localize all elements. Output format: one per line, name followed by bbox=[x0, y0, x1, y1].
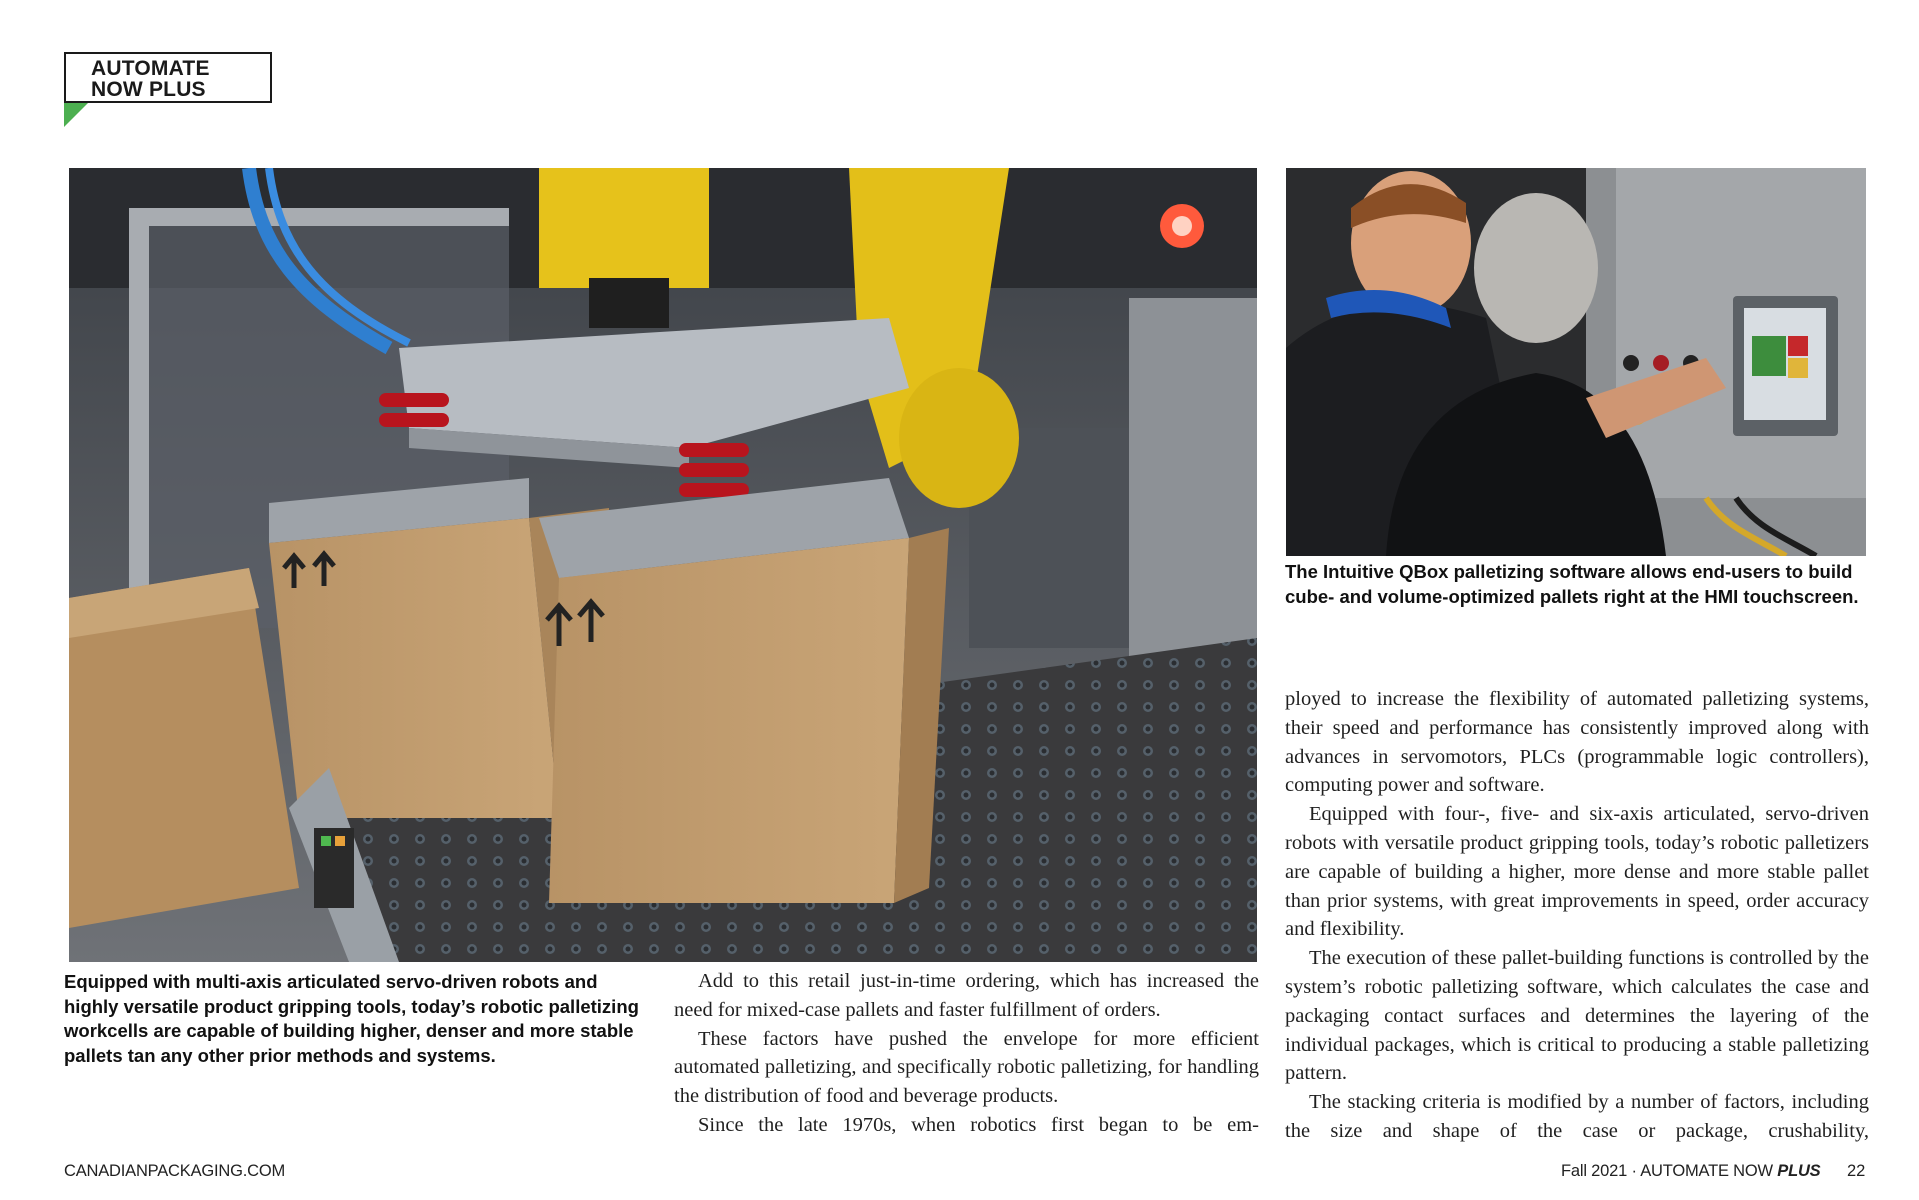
robot-palletizer-photo bbox=[69, 168, 1257, 962]
section-tag-accent bbox=[64, 103, 88, 127]
section-tag-line2: NOW PLUS bbox=[91, 78, 206, 101]
side-photo-caption: The Intuitive QBox palletizing software allows end-users to build cube- and volume-optimized pallets right at the HMI touchscreen. bbox=[1285, 561, 1859, 607]
footer-issue-brand: PLUS bbox=[1777, 1162, 1821, 1180]
main-photo-caption: Equipped with multi-axis articulated servo-driven robots and highly versatile product gripping tools, today’s robotic palletizing workcells are capable of building higher, denser and more stable pallets tan any other prior methods and systems. bbox=[64, 971, 639, 1066]
article-paragraph: Equipped with four-, five- and six-axis articulated, servo-driven robots with versatile product gripping tools, today’s robotic palletizers are capable of building a higher, more dense and more stable pallet than prior systems, with great improvements in speed, order accuracy and flexibility. bbox=[1285, 803, 1869, 941]
article-paragraph: The execution of these pallet-building functions is controlled by the system’s robotic palletizing software, which calculates the case and packaging contact surfaces and determines the layering of the individual packages, which is critical to producing a stable palletizing pattern. bbox=[1285, 947, 1869, 1085]
section-tag-line1: AUTOMATE bbox=[91, 57, 210, 80]
article-paragraph: These factors have pushed the envelope for more efficient automated palletizing, and specifically robotic palletizing, for handling the distribution of food and beverage products. bbox=[674, 1027, 1259, 1108]
article-paragraph: Since the late 1970s, when robotics first began to be em- bbox=[698, 1113, 1259, 1136]
article-paragraph: Add to this retail just-in-time ordering, which has increased the need for mixed-case pallets and faster fulfillment of orders. bbox=[674, 970, 1259, 1021]
article-column-middle bbox=[674, 967, 1259, 1140]
hmi-touchscreen-photo bbox=[1286, 168, 1866, 556]
footer-issue-text: Fall 2021 · AUTOMATE NOW bbox=[1561, 1162, 1778, 1180]
footer-issue bbox=[1561, 1161, 1821, 1181]
section-tag bbox=[64, 52, 272, 103]
article-column-right bbox=[1285, 685, 1869, 1146]
footer-website: CANADIANPACKAGING.COM bbox=[64, 1162, 286, 1180]
article-paragraph: ployed to increase the flexibility of automated palletizing systems, their speed and performance has consistently improved along with advances in servomotors, PLCs (programmable logic controllers), computing power and software. bbox=[1285, 688, 1869, 797]
article-paragraph: The stacking criteria is modified by a number of factors, including the size and shape of the case or package, crushability, bbox=[1285, 1091, 1869, 1142]
page-number: 22 bbox=[1847, 1162, 1866, 1180]
